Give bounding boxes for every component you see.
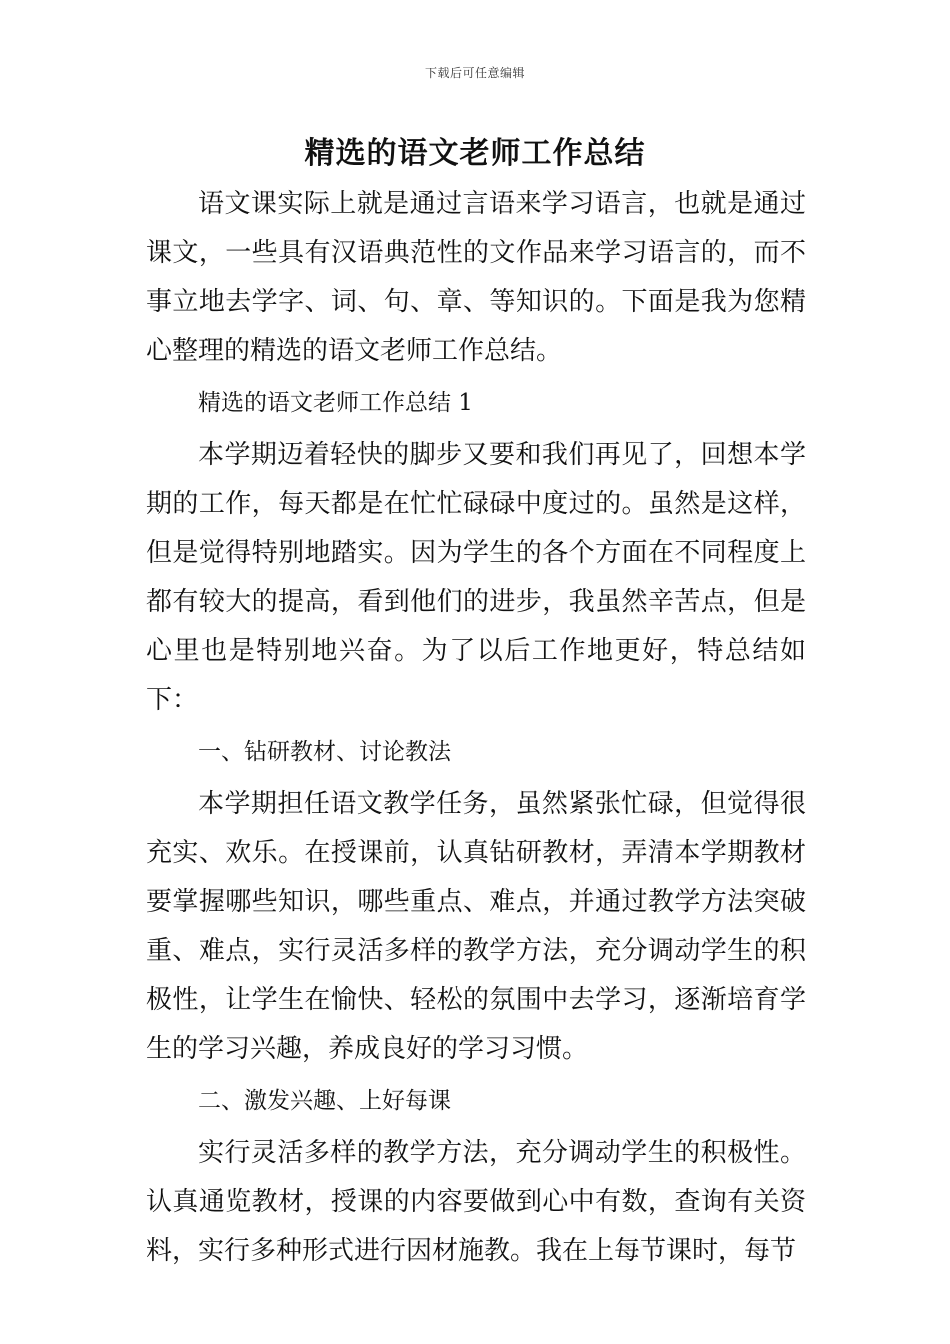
section-paragraph: 本学期迈着轻快的脚步又要和我们再见了，回想本学期的工作，每天都是在忙忙碌碌中度过的。虽然是这样，但是觉得特别地踏实。因为学生的各个方面在不同程度上都有较大的提高，看到他们的进步，我虽然辛苦点，但是心里也是特别地兴奋。为了以后工作地更好，特总结如下： <box>146 440 806 715</box>
section-title: 精选的语文老师工作总结 1 <box>198 390 473 416</box>
subheading-1: 一、钻研教材、讨论教法 <box>198 739 451 765</box>
subheading-1-paragraph: 本学期担任语文教学任务，虽然紧张忙碌，但觉得很充实、欢乐。在授课前，认真钻研教材，弄清本学期教材要掌握哪些知识，哪些重点、难点，并通过教学方法突破重、难点，实行灵活多样的教学方法，充分调动学生的积极性，让学生在愉快、轻松的氛围中去学习，逐渐培育学生的学习兴趣，养成良好的学习习惯。 <box>146 789 806 1064</box>
document-body <box>146 180 806 1276</box>
subheading-2-paragraph: 实行灵活多样的教学方法，充分调动学生的积极性。认真通览教材，授课的内容要做到心中有数，查询有关资料，实行多种形式进行因材施教。我在上每节课时，每节 <box>146 1138 806 1266</box>
intro-paragraph: 语文课实际上就是通过言语来学习语言，也就是通过课文，一些具有汉语典范性的文作品来学习语言的，而不事立地去学字、词、句、章、等知识的。下面是我为您精心整理的精选的语文老师工作总结。 <box>146 189 806 366</box>
subheading-2: 二、激发兴趣、上好每课 <box>198 1088 451 1114</box>
header-note: 下载后可任意编辑 <box>424 66 525 80</box>
document-title: 精选的语文老师工作总结 <box>304 136 646 171</box>
